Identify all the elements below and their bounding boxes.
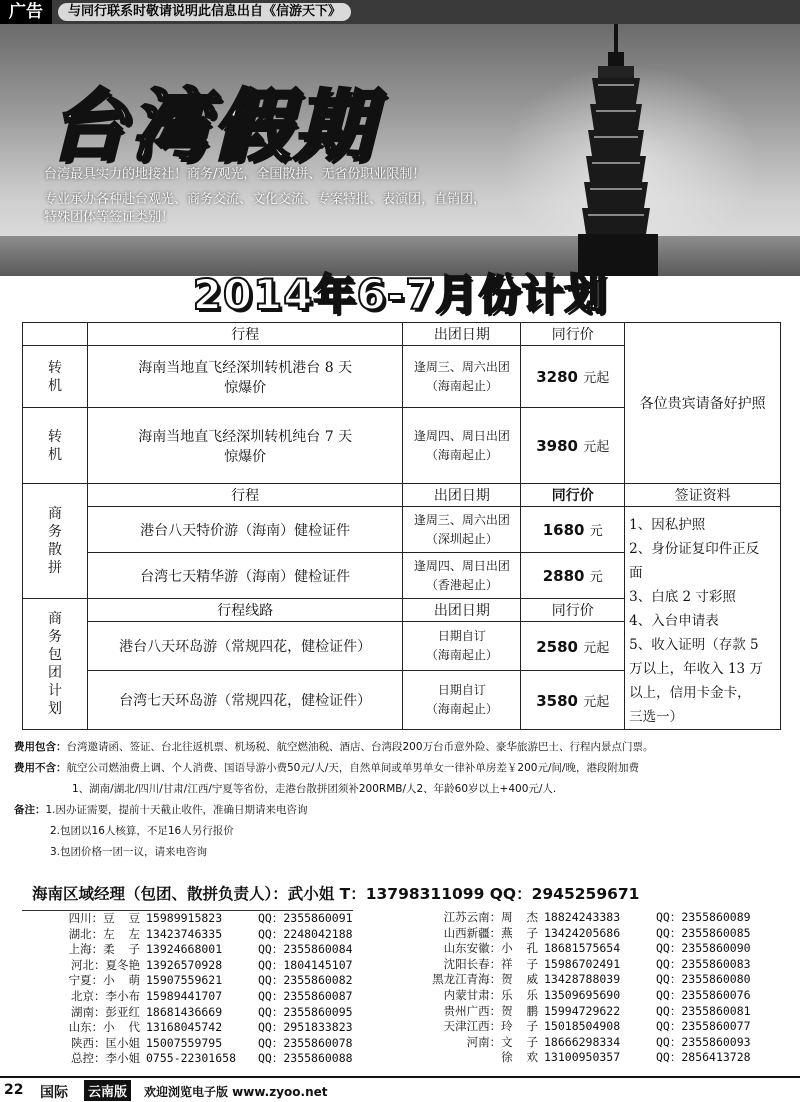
contact-row [410,988,751,1004]
table-row: 转 机 海南当地直飞经深圳转机港台 8 天 惊爆价 逢周三、周六出团 （海南起止） 3280 元起 [23,346,781,408]
tagline-2: 专业承办各种赴台观光、商务交流、文化交流、专案特批、表演团，直销团， [44,192,487,207]
section-name: 国际 [40,1085,68,1101]
contact-row [410,910,751,926]
contact-name: 湖南：彭亚红 [71,1004,140,1019]
contact-row [410,1004,751,1020]
table-row: 港台八天特价游（海南）健检证件 逢周三、周六出团 （深圳起止） 1680 元 1、因私护照 2、身份证复印件正反 面 3、白底 2 寸彩照 4、入台申请表 5、收入证明（存款 5 万以上，年收入 13 万 以上，信用卡金卡， 三选一） [23,507,781,553]
contact-name: 山东安徽：小 孔 [443,941,538,956]
contact-list-left [22,910,353,1067]
plan-title: 2014年6-7月份计划 [192,270,608,319]
banner-title: 台湾假期 [48,82,377,172]
page-footer [0,1076,800,1102]
contact-name: 贵州广西：贺 鹏 [443,1003,538,1018]
contact-phone: 15986702491 [544,956,621,971]
edition-badge: 云南版 [84,1080,131,1101]
contact-name: 北京：李小布 [71,988,140,1003]
contact-qq: QQ：2856413728 [656,1050,751,1065]
contact-qq: QQ：2355860084 [258,942,353,957]
contact-phone: 13924668001 [146,942,223,957]
contact-name: 黑龙江青海：贺 威 [432,972,538,987]
passport-note: 各位贵宾请备好护照 [625,323,781,484]
contact-row [22,1005,353,1021]
contact-row [410,1035,751,1051]
contact-name: 江苏云南：周 杰 [443,910,538,924]
contact-name: 总控：李小姐 [71,1051,140,1066]
ad-label: 广告 [0,0,52,24]
contact-row [22,1036,353,1052]
table-header-row: 商 务 包 团 计 划 行程线路 出团日期 同行价 [23,599,781,622]
contact-qq: QQ：2355860089 [656,910,751,924]
contact-phone: 15007559795 [146,1035,223,1050]
contact-qq: QQ：2355860077 [656,1019,751,1034]
contact-phone: 13423746335 [146,926,223,941]
contact-qq: QQ：2355860080 [656,972,751,987]
section-label-group: 商 务 包 团 计 划 [23,599,88,730]
contact-phone: 18681575654 [544,941,621,956]
contact-qq: QQ：2355860078 [258,1035,353,1050]
contact-phone: 0755-22301658 [146,1051,237,1066]
contact-phone: 13926570928 [146,957,223,972]
contact-name: 内蒙甘肃：乐 乐 [443,987,538,1002]
contact-row [22,942,353,958]
source-notice: 与同行联系时敬请说明此信息出自《信游天下》 [58,3,351,21]
contact-row [22,989,353,1005]
contact-phone: 15989441707 [146,988,223,1003]
contact-phone: 15907559621 [146,973,223,988]
contact-phone: 13428788039 [544,972,621,987]
contact-qq: QQ：2951833823 [258,1020,353,1035]
contact-row [22,911,353,927]
table-row: 港台八天环岛游（常规四花，健检证件） 日期自订 （海南起止） 2580 元起 [23,622,781,671]
contact-row [22,1051,353,1067]
contact-name: 四川：豆 豆 [68,911,140,925]
contact-row [410,941,751,957]
contact-phone: 13424205686 [544,925,621,940]
contact-qq: QQ：1804145107 [258,957,353,972]
contact-qq: QQ：2355860093 [656,1034,751,1049]
contact-qq: QQ：2355860087 [258,988,353,1003]
table-row: 台湾七天环岛游（常规四花，健检证件） 日期自订 （海南起止） 3580 元起 [23,671,781,730]
contact-name: 天津江西：玲 子 [443,1019,538,1034]
contact-qq: QQ：2355860081 [656,1003,751,1018]
contact-name: 河北：夏冬艳 [71,957,140,972]
contact-name: 陕西：匡小姐 [71,1035,140,1050]
contact-qq: QQ：2355860088 [258,1051,353,1066]
contact-qq: QQ：2355860082 [258,973,353,988]
table-row: 转 机 海南当地直飞经深圳转机纯台 7 天 惊爆价 逢周四、周日出团 （海南起止） 3980 元起 [23,408,781,484]
contact-name: 沈阳长春：祥 子 [443,956,538,971]
contact-row [410,972,751,988]
contact-name: 上海：柔 子 [68,942,140,957]
contact-qq: QQ：2248042188 [258,926,353,941]
contact-qq: QQ：2355860076 [656,987,751,1002]
regional-manager: 海南区域经理（包团、散拼负责人）：武小姐 T：13798311099 QQ：2945259671 [32,885,640,903]
tagline-3: 特殊团体等签证类别！ [44,210,175,225]
visa-requirements: 1、因私护照 2、身份证复印件正反 面 3、白底 2 寸彩照 4、入台申请表 5、收入证明（存款 5 万以上，年收入 13 万 以上，信用卡金卡， 三选一） [625,507,781,730]
contact-qq: QQ：2355860085 [656,925,751,940]
contact-phone: 15989915823 [146,911,223,925]
itinerary-table [22,322,781,730]
banner [0,24,800,276]
contact-row [22,973,353,989]
contact-row [22,1020,353,1036]
fee-notes: 费用包含：台湾邀请函、签证、台北往返机票、机场税、航空燃油税、酒店、台湾段200万台币意外险、豪华旅游巴士、行程内景点门票。 费用不含：航空公司燃油费上调、个人消费、国语导游小费50元/人/天，自然单间或单男单女一律补单房差￥200元/间/晚，港段附加费 1、湖南/湖北/四川/甘肃/江西/宁夏等省份，走港台散拼团须补200RMB/人2、年龄60岁以上+400元/人. 备注：1.因办证需要，提前十天截止收件，准确日期请来电咨询 2.包团以16人核算，不足16人另行报价 3.包团价格一团一议，请来电咨询 [14,741,654,858]
contact-phone: 13509695690 [544,987,621,1002]
contact-phone: 15994729622 [544,1003,621,1018]
contact-phone: 18681436669 [146,1004,223,1019]
contact-name: 湖北：左 左 [68,926,140,941]
contact-phone: 18666298334 [544,1034,621,1049]
contact-qq: QQ：2355860095 [258,1004,353,1019]
contact-row [22,958,353,974]
contact-phone: 15018504908 [544,1019,621,1034]
contact-qq: QQ：2355860090 [656,941,751,956]
contact-row [410,926,751,942]
table-header-row: 商 务 散 拼 行程 出团日期 同行价 签证资料 [23,484,781,507]
contact-qq: QQ：2355860083 [656,956,751,971]
contact-phone: 18824243383 [544,910,621,924]
table-header-row: 行程 出团日期 同行价 各位贵宾请备好护照 [23,323,781,346]
contact-phone: 13168045742 [146,1020,223,1035]
website-link[interactable]: 欢迎浏览电子版 www.zyoo.net [144,1085,328,1099]
taipei-101-tower-image [568,24,668,276]
contact-list-right [410,910,751,1066]
contact-name: 宁夏：小 萌 [68,973,140,988]
contact-row [410,1050,751,1066]
contact-qq: QQ：2355860091 [258,911,353,925]
contact-name: 徐 欢 [501,1050,538,1065]
contact-name: 河南：文 子 [466,1034,538,1049]
contact-row [410,957,751,973]
table-row: 台湾七天精华游（海南）健检证件 逢周四、周日出团 （香港起止） 2880 元 [23,553,781,599]
section-label-business: 商 务 散 拼 [23,484,88,599]
top-bar [0,0,800,24]
contact-name: 山东：小 代 [68,1020,140,1035]
tagline-1: 台湾最具实力的地接社！商务/观光，全国散拼、无省份职业限制！ [44,167,426,182]
contact-phone: 13100950357 [544,1050,621,1065]
contact-name: 山西新疆：燕 子 [443,925,538,940]
page-number: 22 [4,1082,24,1098]
contact-row [22,927,353,943]
contact-row [410,1019,751,1035]
